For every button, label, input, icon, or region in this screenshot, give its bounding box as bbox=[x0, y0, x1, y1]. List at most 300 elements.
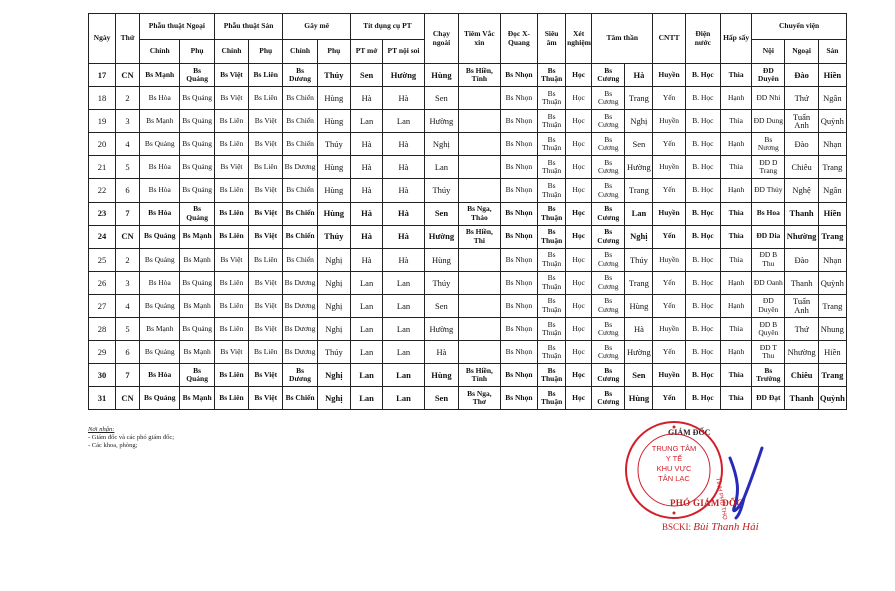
cell-lab: Học bbox=[566, 156, 592, 179]
cell-day: 31 bbox=[89, 387, 116, 410]
table-row bbox=[89, 341, 847, 364]
cell-instrument-laparoscopy: Lan bbox=[383, 364, 425, 387]
cell-weekday: 7 bbox=[116, 364, 140, 387]
header-runner: Chạy ngoài bbox=[424, 14, 458, 64]
cell-day: 27 bbox=[89, 294, 116, 317]
cell-transfer-internal: ĐD Đạt bbox=[752, 387, 785, 410]
cell-ultrasound: Bs Thuận bbox=[538, 225, 566, 248]
cell-xray-reader: Bs Nhọn bbox=[500, 271, 537, 294]
table-row bbox=[89, 318, 847, 341]
cell-psychiatry-nurse: Hà bbox=[625, 64, 653, 87]
header-utilities: Điện nước bbox=[685, 14, 720, 64]
cell-transfer-internal: Bs Nương bbox=[752, 133, 785, 156]
cell-xray-reader: Bs Nhọn bbox=[500, 364, 537, 387]
cell-anesthesia-assist: Nghị bbox=[317, 248, 350, 271]
cell-psychiatry-nurse: Hường bbox=[625, 341, 653, 364]
cell-sterilize-staff: Hạnh bbox=[721, 294, 752, 317]
cell-vaccine bbox=[459, 110, 501, 133]
cell-instrument-open: Hà bbox=[350, 87, 382, 110]
cell-psychiatry-nurse: Trang bbox=[625, 87, 653, 110]
cell-transfer-internal: Bs Trường bbox=[752, 364, 785, 387]
cell-general-surgeon-main: Bs Quảng bbox=[139, 248, 180, 271]
cell-utilities-staff: B. Học bbox=[685, 248, 720, 271]
stamp-text-1: TRUNG TÂM bbox=[651, 444, 697, 453]
cell-lab: Học bbox=[566, 110, 592, 133]
cell-general-surgeon-assist: Bs Quảng bbox=[180, 364, 214, 387]
cell-transfer-surgical: Đào bbox=[785, 133, 818, 156]
cell-day: 19 bbox=[89, 110, 116, 133]
stamp-text-4: TÂN LẠC bbox=[658, 474, 690, 483]
cell-general-surgeon-main: Bs Quảng bbox=[139, 294, 180, 317]
cell-sterilize-staff: Thìa bbox=[721, 64, 752, 87]
cell-obstetric-surgeon-main: Bs Liên bbox=[214, 294, 248, 317]
cell-lab: Học bbox=[566, 341, 592, 364]
cell-xray-reader: Bs Nhọn bbox=[500, 387, 537, 410]
cell-general-surgeon-assist: Bs Quảng bbox=[180, 271, 214, 294]
cell-obstetric-surgeon-assist: Bs Liên bbox=[249, 64, 283, 87]
table-row bbox=[89, 110, 847, 133]
cell-weekday: 5 bbox=[116, 156, 140, 179]
cell-general-surgeon-main: Bs Quảng bbox=[139, 341, 180, 364]
cell-it-staff: Yến bbox=[653, 179, 685, 202]
cell-utilities-staff: B. Học bbox=[685, 387, 720, 410]
cell-obstetric-surgeon-assist: Bs Liên bbox=[249, 156, 283, 179]
cell-anesthesia-main: Bs Chiến bbox=[283, 248, 317, 271]
cell-vaccine bbox=[459, 248, 501, 271]
cell-xray-reader: Bs Nhọn bbox=[500, 179, 537, 202]
header-weekday: Thứ bbox=[116, 14, 140, 64]
cell-weekday: CN bbox=[116, 225, 140, 248]
cell-transfer-obstetric: Nhạn bbox=[818, 248, 846, 271]
cell-vaccine: Bs Hiền, Thi bbox=[459, 225, 501, 248]
cell-obstetric-surgeon-main: Bs Việt bbox=[214, 156, 248, 179]
cell-utilities-staff: B. Học bbox=[685, 318, 720, 341]
cell-transfer-obstetric: Quỳnh bbox=[818, 387, 846, 410]
cell-psychiatry-nurse: Thúy bbox=[625, 248, 653, 271]
cell-instrument-laparoscopy: Lan bbox=[383, 318, 425, 341]
cell-sterilize-staff: Hạnh bbox=[721, 87, 752, 110]
cell-obstetric-surgeon-main: Bs Liên bbox=[214, 179, 248, 202]
cell-anesthesia-main: Bs Dương bbox=[283, 156, 317, 179]
cell-ultrasound: Bs Thuận bbox=[538, 133, 566, 156]
subheader-assist: Phụ bbox=[249, 40, 283, 64]
cell-lab: Học bbox=[566, 87, 592, 110]
cell-ultrasound: Bs Thuận bbox=[538, 64, 566, 87]
header-surgery-obstetric: Phẫu thuật Sản bbox=[214, 14, 283, 40]
cell-lab: Học bbox=[566, 318, 592, 341]
header-sterilize: Hấp sấy bbox=[721, 14, 752, 64]
cell-psychiatry-doctor: Bs Cương bbox=[592, 202, 625, 225]
subheader-assist: Phụ bbox=[317, 40, 350, 64]
cell-anesthesia-assist: Nghị bbox=[317, 271, 350, 294]
cell-instrument-open: Sen bbox=[350, 64, 382, 87]
cell-anesthesia-assist: Hùng bbox=[317, 156, 350, 179]
cell-xray-reader: Bs Nhọn bbox=[500, 110, 537, 133]
cell-anesthesia-assist: Hùng bbox=[317, 110, 350, 133]
cell-general-surgeon-assist: Bs Quảng bbox=[180, 156, 214, 179]
cell-psychiatry-doctor: Bs Cương bbox=[592, 133, 625, 156]
cell-transfer-surgical: Thứ bbox=[785, 87, 818, 110]
cell-runner: Sen bbox=[424, 294, 458, 317]
cell-runner: Hùng bbox=[424, 64, 458, 87]
cell-lab: Học bbox=[566, 387, 592, 410]
cell-weekday: CN bbox=[116, 387, 140, 410]
cell-psychiatry-nurse: Hà bbox=[625, 318, 653, 341]
cell-obstetric-surgeon-main: Bs Liên bbox=[214, 225, 248, 248]
cell-obstetric-surgeon-main: Bs Liên bbox=[214, 387, 248, 410]
cell-instrument-laparoscopy: Hà bbox=[383, 248, 425, 271]
cell-anesthesia-main: Bs Chiến bbox=[283, 202, 317, 225]
cell-obstetric-surgeon-main: Bs Việt bbox=[214, 341, 248, 364]
table-row bbox=[89, 294, 847, 317]
cell-psychiatry-doctor: Bs Cương bbox=[592, 156, 625, 179]
cell-transfer-obstetric: Nhung bbox=[818, 318, 846, 341]
cell-day: 28 bbox=[89, 318, 116, 341]
cell-transfer-surgical: Thanh bbox=[785, 271, 818, 294]
cell-instrument-laparoscopy: Hà bbox=[383, 156, 425, 179]
cell-day: 18 bbox=[89, 87, 116, 110]
cell-anesthesia-assist: Nghị bbox=[317, 364, 350, 387]
table-row bbox=[89, 202, 847, 225]
cell-utilities-staff: B. Học bbox=[685, 341, 720, 364]
cell-psychiatry-doctor: Bs Cương bbox=[592, 364, 625, 387]
cell-transfer-internal: ĐD Dia bbox=[752, 225, 785, 248]
cell-weekday: 6 bbox=[116, 341, 140, 364]
cell-it-staff: Yến bbox=[653, 387, 685, 410]
cell-vaccine bbox=[459, 87, 501, 110]
cell-anesthesia-assist: Nghị bbox=[317, 294, 350, 317]
recipient-line: - Giám đốc và các phó giám đốc; bbox=[88, 434, 175, 441]
cell-obstetric-surgeon-assist: Bs Việt bbox=[249, 110, 283, 133]
cell-psychiatry-doctor: Bs Cương bbox=[592, 294, 625, 317]
cell-psychiatry-nurse: Nghị bbox=[625, 110, 653, 133]
cell-transfer-obstetric: Trang bbox=[818, 225, 846, 248]
cell-xray-reader: Bs Nhọn bbox=[500, 225, 537, 248]
cell-utilities-staff: B. Học bbox=[685, 271, 720, 294]
cell-anesthesia-assist: Nghị bbox=[317, 318, 350, 341]
cell-sterilize-staff: Thìa bbox=[721, 387, 752, 410]
subheader-main: Chính bbox=[139, 40, 180, 64]
cell-xray-reader: Bs Nhọn bbox=[500, 341, 537, 364]
subheader-main: Chính bbox=[283, 40, 317, 64]
cell-ultrasound: Bs Thuận bbox=[538, 341, 566, 364]
cell-instrument-open: Lan bbox=[350, 294, 382, 317]
cell-obstetric-surgeon-assist: Bs Việt bbox=[249, 364, 283, 387]
subheader-surgical: Ngoại bbox=[785, 40, 818, 64]
cell-weekday: 3 bbox=[116, 110, 140, 133]
cell-psychiatry-nurse: Lan bbox=[625, 202, 653, 225]
cell-it-staff: Huyền bbox=[653, 318, 685, 341]
cell-general-surgeon-main: Bs Quảng bbox=[139, 387, 180, 410]
cell-transfer-internal: ĐD D Trang bbox=[752, 156, 785, 179]
cell-day: 24 bbox=[89, 225, 116, 248]
cell-general-surgeon-assist: Bs Mạnh bbox=[180, 341, 214, 364]
cell-runner: Nghị bbox=[424, 133, 458, 156]
cell-lab: Học bbox=[566, 271, 592, 294]
cell-weekday: 5 bbox=[116, 318, 140, 341]
cell-lab: Học bbox=[566, 202, 592, 225]
subheader-assist: Phụ bbox=[180, 40, 214, 64]
cell-sterilize-staff: Hạnh bbox=[721, 341, 752, 364]
header-lab: Xét nghiệm bbox=[566, 14, 592, 64]
cell-instrument-laparoscopy: Hà bbox=[383, 225, 425, 248]
cell-sterilize-staff: Thìa bbox=[721, 110, 752, 133]
cell-transfer-obstetric: Hiền bbox=[818, 202, 846, 225]
subheader-main: Chính bbox=[214, 40, 248, 64]
table-row bbox=[89, 87, 847, 110]
cell-weekday: 6 bbox=[116, 179, 140, 202]
cell-runner: Hường bbox=[424, 225, 458, 248]
cell-psychiatry-doctor: Bs Cương bbox=[592, 318, 625, 341]
cell-it-staff: Yến bbox=[653, 225, 685, 248]
cell-obstetric-surgeon-assist: Bs Liên bbox=[249, 248, 283, 271]
cell-psychiatry-nurse: Sen bbox=[625, 364, 653, 387]
cell-sterilize-staff: Thìa bbox=[721, 318, 752, 341]
table-row bbox=[89, 248, 847, 271]
cell-transfer-surgical: Nhường bbox=[785, 225, 818, 248]
cell-runner: Lan bbox=[424, 156, 458, 179]
cell-instrument-open: Hà bbox=[350, 179, 382, 202]
cell-transfer-obstetric: Trang bbox=[818, 294, 846, 317]
cell-vaccine bbox=[459, 133, 501, 156]
cell-general-surgeon-main: Bs Mạnh bbox=[139, 318, 180, 341]
cell-general-surgeon-assist: Bs Mạnh bbox=[180, 225, 214, 248]
cell-transfer-obstetric: Hiền bbox=[818, 64, 846, 87]
cell-transfer-obstetric: Quỳnh bbox=[818, 110, 846, 133]
cell-psychiatry-doctor: Bs Cương bbox=[592, 387, 625, 410]
cell-transfer-surgical: Nghệ bbox=[785, 179, 818, 202]
duty-schedule-table bbox=[88, 13, 847, 410]
cell-instrument-open: Hà bbox=[350, 133, 382, 156]
cell-anesthesia-assist: Thúy bbox=[317, 341, 350, 364]
cell-sterilize-staff: Thìa bbox=[721, 202, 752, 225]
cell-runner: Thúy bbox=[424, 179, 458, 202]
cell-lab: Học bbox=[566, 248, 592, 271]
cell-it-staff: Yến bbox=[653, 271, 685, 294]
cell-obstetric-surgeon-assist: Bs Việt bbox=[249, 387, 283, 410]
cell-it-staff: Huyền bbox=[653, 64, 685, 87]
cell-vaccine bbox=[459, 156, 501, 179]
cell-anesthesia-main: Bs Chiến bbox=[283, 387, 317, 410]
cell-psychiatry-doctor: Bs Cương bbox=[592, 110, 625, 133]
cell-xray-reader: Bs Nhọn bbox=[500, 318, 537, 341]
header-it: CNTT bbox=[653, 14, 685, 64]
cell-obstetric-surgeon-assist: Bs Liên bbox=[249, 341, 283, 364]
cell-instrument-open: Hà bbox=[350, 202, 382, 225]
cell-general-surgeon-main: Bs Hòa bbox=[139, 156, 180, 179]
cell-obstetric-surgeon-assist: Bs Việt bbox=[249, 202, 283, 225]
cell-transfer-surgical: Thanh bbox=[785, 387, 818, 410]
table-row bbox=[89, 271, 847, 294]
table-row bbox=[89, 179, 847, 202]
cell-ultrasound: Bs Thuận bbox=[538, 271, 566, 294]
cell-obstetric-surgeon-main: Bs Liên bbox=[214, 133, 248, 156]
cell-transfer-surgical: Nhường bbox=[785, 341, 818, 364]
cell-transfer-internal: ĐD Oanh bbox=[752, 271, 785, 294]
cell-xray-reader: Bs Nhọn bbox=[500, 64, 537, 87]
signer-fullname: Bùi Thanh Hải bbox=[693, 521, 759, 533]
cell-sterilize-staff: Hạnh bbox=[721, 133, 752, 156]
cell-vaccine bbox=[459, 294, 501, 317]
recipients-title: Nơi nhận: bbox=[88, 426, 115, 433]
cell-ultrasound: Bs Thuận bbox=[538, 364, 566, 387]
subheader-laparoscopy: PT nội soi bbox=[383, 40, 425, 64]
cell-transfer-surgical: Tuấn Anh bbox=[785, 294, 818, 317]
cell-general-surgeon-assist: Bs Quảng bbox=[180, 110, 214, 133]
cell-runner: Hùng bbox=[424, 248, 458, 271]
cell-xray-reader: Bs Nhọn bbox=[500, 202, 537, 225]
cell-psychiatry-nurse: Trang bbox=[625, 271, 653, 294]
cell-it-staff: Huyền bbox=[653, 248, 685, 271]
cell-utilities-staff: B. Học bbox=[685, 133, 720, 156]
header-ultrasound: Siêu âm bbox=[538, 14, 566, 64]
stamp-text-2: Y TẾ bbox=[665, 454, 683, 463]
signature-role: PHÓ GIÁM ĐỐC bbox=[670, 498, 744, 508]
cell-obstetric-surgeon-assist: Bs Việt bbox=[249, 225, 283, 248]
cell-transfer-internal: ĐD Duyên bbox=[752, 64, 785, 87]
cell-instrument-laparoscopy: Hà bbox=[383, 133, 425, 156]
cell-vaccine bbox=[459, 318, 501, 341]
cell-general-surgeon-main: Bs Mạnh bbox=[139, 110, 180, 133]
cell-instrument-open: Lan bbox=[350, 110, 382, 133]
cell-it-staff: Huyền bbox=[653, 364, 685, 387]
cell-weekday: 4 bbox=[116, 294, 140, 317]
cell-vaccine: Bs Nga, Thảo bbox=[459, 202, 501, 225]
cell-runner: Thúy bbox=[424, 271, 458, 294]
cell-it-staff: Huyền bbox=[653, 110, 685, 133]
cell-ultrasound: Bs Thuận bbox=[538, 87, 566, 110]
cell-instrument-laparoscopy: Lan bbox=[383, 271, 425, 294]
cell-instrument-open: Hà bbox=[350, 225, 382, 248]
cell-anesthesia-main: Bs Chiến bbox=[283, 87, 317, 110]
cell-psychiatry-doctor: Bs Cương bbox=[592, 179, 625, 202]
table-row bbox=[89, 364, 847, 387]
cell-weekday: 4 bbox=[116, 133, 140, 156]
header-xray: Đọc X- Quang bbox=[500, 14, 537, 64]
cell-transfer-obstetric: Ngân bbox=[818, 179, 846, 202]
subheader-open-surgery: PT mở bbox=[350, 40, 382, 64]
cell-psychiatry-doctor: Bs Cương bbox=[592, 271, 625, 294]
cell-psychiatry-nurse: Nghị bbox=[625, 225, 653, 248]
cell-runner: Hùng bbox=[424, 364, 458, 387]
cell-instrument-open: Lan bbox=[350, 318, 382, 341]
cell-transfer-internal: ĐD Dung bbox=[752, 110, 785, 133]
cell-instrument-laparoscopy: Hà bbox=[383, 179, 425, 202]
cell-sterilize-staff: Thìa bbox=[721, 364, 752, 387]
cell-instrument-laparoscopy: Hường bbox=[383, 64, 425, 87]
cell-anesthesia-main: Bs Dương bbox=[283, 294, 317, 317]
cell-obstetric-surgeon-main: Bs Việt bbox=[214, 64, 248, 87]
cell-obstetric-surgeon-main: Bs Liên bbox=[214, 271, 248, 294]
cell-runner: Hà bbox=[424, 341, 458, 364]
cell-xray-reader: Bs Nhọn bbox=[500, 294, 537, 317]
cell-weekday: 3 bbox=[116, 271, 140, 294]
cell-ultrasound: Bs Thuận bbox=[538, 318, 566, 341]
cell-transfer-internal: ĐD Thủy bbox=[752, 179, 785, 202]
cell-lab: Học bbox=[566, 225, 592, 248]
cell-it-staff: Yến bbox=[653, 133, 685, 156]
cell-general-surgeon-assist: Bs Quảng bbox=[180, 318, 214, 341]
cell-transfer-surgical: Chiêu bbox=[785, 364, 818, 387]
signature-title: GIÁM ĐỐC bbox=[668, 428, 711, 437]
cell-anesthesia-assist: Thúy bbox=[317, 225, 350, 248]
table-row bbox=[89, 225, 847, 248]
cell-obstetric-surgeon-main: Bs Liên bbox=[214, 318, 248, 341]
cell-transfer-internal: Bs Hoa bbox=[752, 202, 785, 225]
recipients-note bbox=[88, 426, 174, 450]
cell-ultrasound: Bs Thuận bbox=[538, 110, 566, 133]
cell-obstetric-surgeon-assist: Bs Việt bbox=[249, 318, 283, 341]
cell-instrument-laparoscopy: Lan bbox=[383, 387, 425, 410]
cell-anesthesia-assist: Thúy bbox=[317, 64, 350, 87]
cell-psychiatry-nurse: Hường bbox=[625, 156, 653, 179]
schedule-body bbox=[89, 64, 847, 410]
cell-anesthesia-main: Bs Dương bbox=[283, 341, 317, 364]
cell-general-surgeon-main: Bs Hòa bbox=[139, 271, 180, 294]
cell-general-surgeon-assist: Bs Mạnh bbox=[180, 248, 214, 271]
cell-transfer-internal: ĐD B Quyên bbox=[752, 318, 785, 341]
cell-instrument-open: Hà bbox=[350, 248, 382, 271]
cell-lab: Học bbox=[566, 179, 592, 202]
cell-runner: Sen bbox=[424, 202, 458, 225]
stamp-ring-text: TỈNH PHÚ THỌ bbox=[714, 477, 728, 521]
cell-weekday: CN bbox=[116, 64, 140, 87]
cell-obstetric-surgeon-main: Bs Liên bbox=[214, 110, 248, 133]
header-day: Ngày bbox=[89, 14, 116, 64]
cell-general-surgeon-main: Bs Mạnh bbox=[139, 64, 180, 87]
cell-anesthesia-main: Bs Chiến bbox=[283, 133, 317, 156]
cell-general-surgeon-main: Bs Quảng bbox=[139, 225, 180, 248]
cell-day: 21 bbox=[89, 156, 116, 179]
stamp-text-3: KHU VỰC bbox=[656, 464, 692, 473]
cell-ultrasound: Bs Thuận bbox=[538, 248, 566, 271]
cell-day: 17 bbox=[89, 64, 116, 87]
cell-transfer-obstetric: Nhạn bbox=[818, 133, 846, 156]
cell-it-staff: Yến bbox=[653, 294, 685, 317]
cell-vaccine: Bs Hiền, Tỉnh bbox=[459, 364, 501, 387]
cell-obstetric-surgeon-assist: Bs Việt bbox=[249, 271, 283, 294]
cell-utilities-staff: B. Học bbox=[685, 202, 720, 225]
cell-runner: Sen bbox=[424, 87, 458, 110]
cell-obstetric-surgeon-main: Bs Liên bbox=[214, 202, 248, 225]
cell-general-surgeon-assist: Bs Quảng bbox=[180, 133, 214, 156]
cell-instrument-open: Lan bbox=[350, 364, 382, 387]
cell-sterilize-staff: Hạnh bbox=[721, 179, 752, 202]
cell-utilities-staff: B. Học bbox=[685, 156, 720, 179]
cell-psychiatry-nurse: Trang bbox=[625, 179, 653, 202]
cell-weekday: 2 bbox=[116, 248, 140, 271]
cell-runner: Hường bbox=[424, 110, 458, 133]
cell-anesthesia-assist: Thúy bbox=[317, 133, 350, 156]
cell-general-surgeon-main: Bs Hòa bbox=[139, 202, 180, 225]
cell-utilities-staff: B. Học bbox=[685, 110, 720, 133]
cell-general-surgeon-main: Bs Hòa bbox=[139, 179, 180, 202]
cell-lab: Học bbox=[566, 64, 592, 87]
cell-xray-reader: Bs Nhọn bbox=[500, 133, 537, 156]
cell-transfer-obstetric: Hiền bbox=[818, 341, 846, 364]
cell-sterilize-staff: Thìa bbox=[721, 156, 752, 179]
cell-obstetric-surgeon-main: Bs Việt bbox=[214, 248, 248, 271]
cell-xray-reader: Bs Nhọn bbox=[500, 87, 537, 110]
cell-it-staff: Huyền bbox=[653, 202, 685, 225]
cell-transfer-surgical: Thanh bbox=[785, 202, 818, 225]
cell-psychiatry-nurse: Hùng bbox=[625, 294, 653, 317]
cell-xray-reader: Bs Nhọn bbox=[500, 248, 537, 271]
cell-transfer-surgical: Đào bbox=[785, 64, 818, 87]
cell-transfer-surgical: Chiêu bbox=[785, 156, 818, 179]
cell-day: 30 bbox=[89, 364, 116, 387]
cell-day: 23 bbox=[89, 202, 116, 225]
